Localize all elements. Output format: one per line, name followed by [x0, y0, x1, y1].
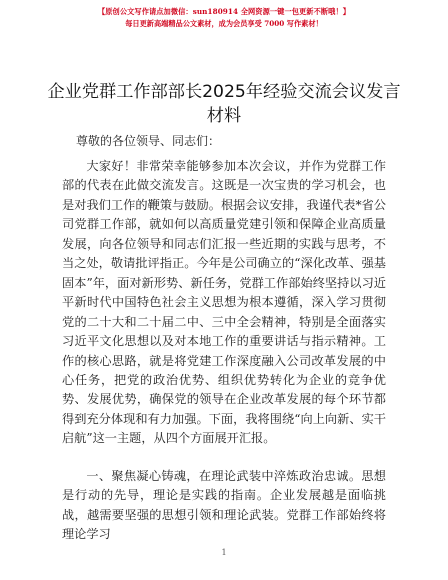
promo-banner	[0, 6, 448, 29]
promo-banner-line-2: 每日更新高端精品公文素材，成为会员享受 7000 写作素材！	[125, 19, 323, 28]
promo-banner-line-1: 【原创公文写作请点加微信：sun180914 全网资源一键一包更新不断哦！】	[97, 7, 351, 16]
paragraph-2: 一、聚焦凝心铸魂，在理论武装中淬炼政治忠诚。思想是行动的先导，理论是实践的指南。企业发展越是面临挑战，越需要坚强的思想引领和理论武装。党群工作部始终将理论学习	[62, 468, 386, 542]
page-number: 1	[221, 548, 227, 557]
document-title: 企业党群工作部部长2025年经验交流会议发言材料	[47, 82, 401, 126]
document-body	[62, 157, 386, 545]
paragraph-1: 大家好！非常荣幸能够参加本次会议，并作为党群工作部的代表在此做交流发言。这既是一次宝贵的学习机会，也是对我们工作的鞭策与鼓励。根据会议安排，我谨代表*省公司党群工作部，就如何以高质量党建引领和保障企业高质量发展，向各位领导和同志们汇报一些近期的实践与思考，不当之处，敬请批评指正。今年是公司确立的“深化改革、强基固本”年，面对新形势、新任务，党群工作部始终坚持以习近平新时代中国特色社会主义思想为根本遵循，深入学习贯彻党的二十大和二十届二中、三中全会精神，特别是全面落实习近平文化思想以及对本地工作的重要讲话与指示精神。工作的核心思路，就是将党建工作深度融入公司改革发展的中心任务，把党的政治优势、组织优势转化为企业的竞争优势、发展优势，确保党的领导在企业改革发展的每个环节都得到充分体现和有力加强。下面，我将围绕“向上向新、实干启航”这一主题，从四个方面展开汇报。	[62, 159, 386, 446]
salutation: 尊敬的各位领导、同志们：	[76, 134, 221, 148]
